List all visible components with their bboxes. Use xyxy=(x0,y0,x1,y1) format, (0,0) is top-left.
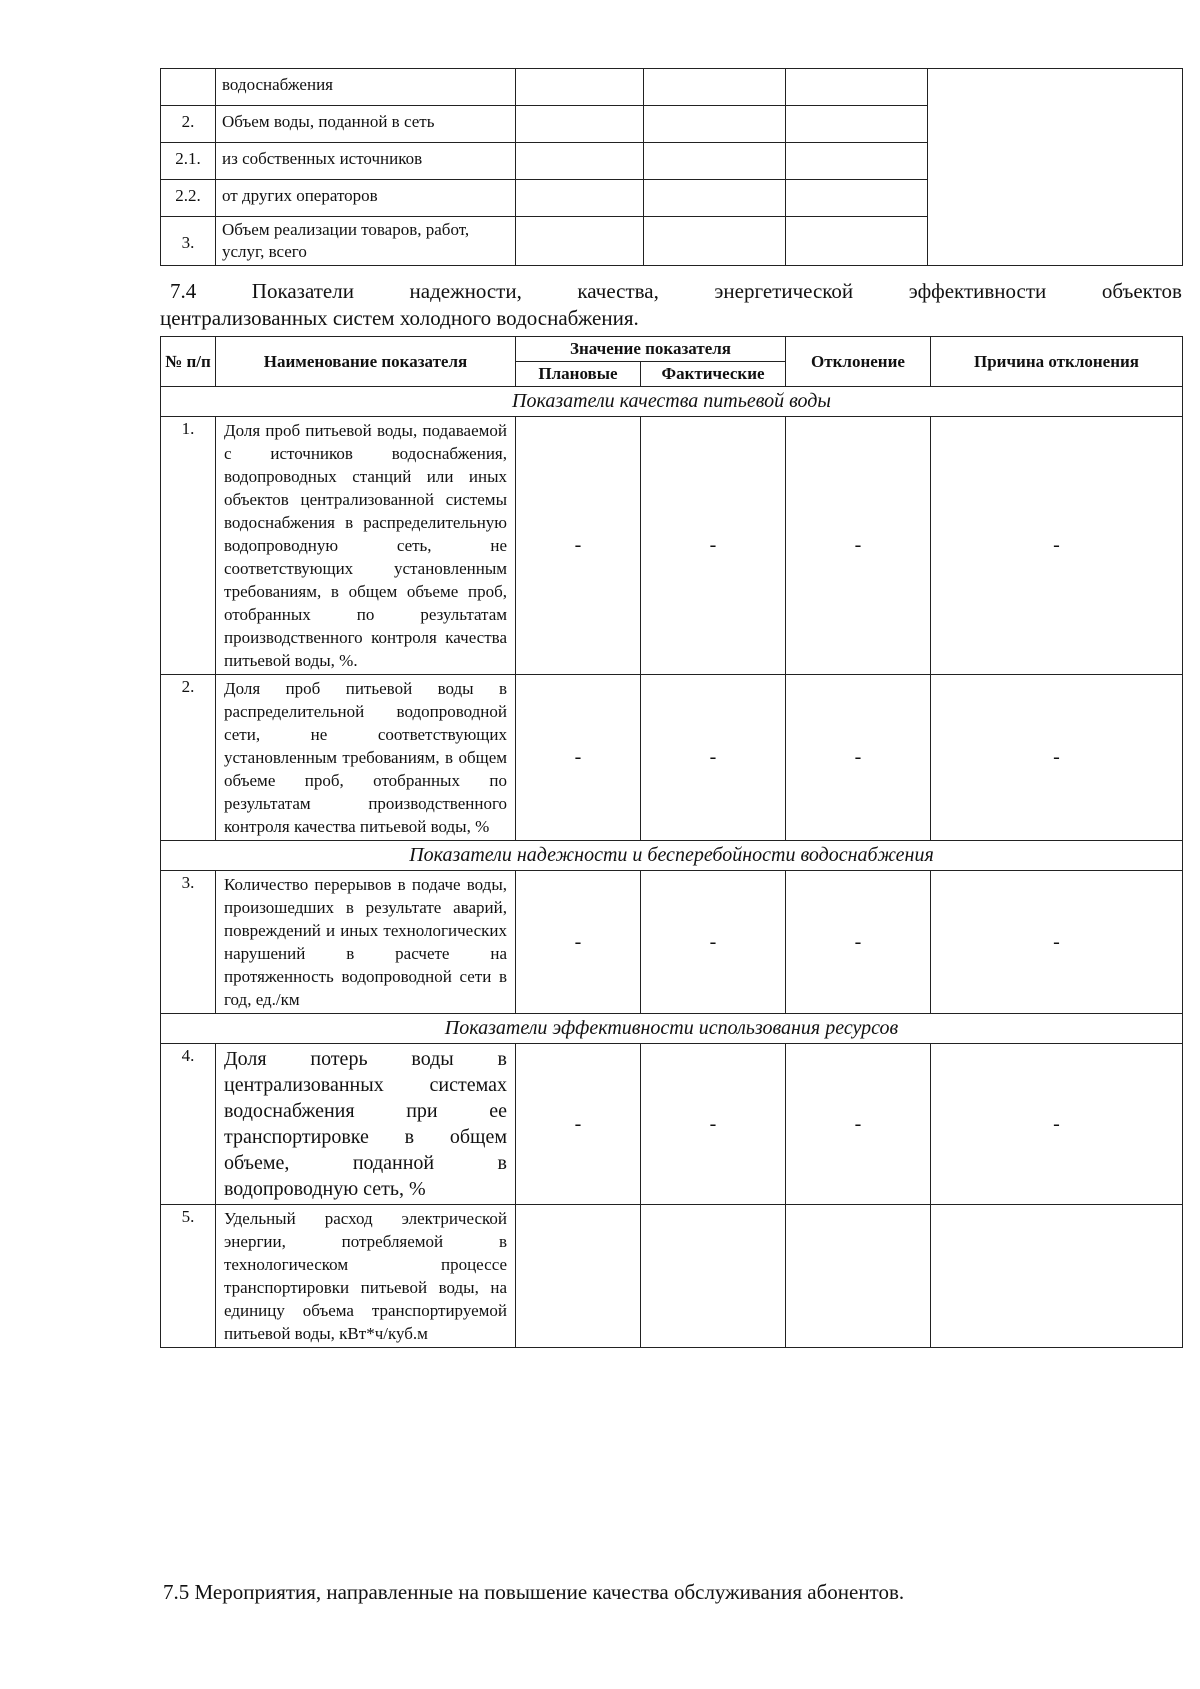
heading-word: Показатели xyxy=(251,279,354,303)
actual-value: - xyxy=(641,675,786,841)
row-name: Доля проб питьевой воды, подаваемой с источников водоснабжения, водопроводных станций или иных объектов централизованной системы водоснабжения в распределительную водопроводную сеть, не соответствующих установленным требованиям, в общем объеме проб, отобранных по результатам производственного контроля качества питьевой воды, %. xyxy=(216,417,516,675)
cell xyxy=(516,217,644,266)
row-name: водоснабжения xyxy=(216,69,516,106)
row-name: из собственных источников xyxy=(216,143,516,180)
actual-value: - xyxy=(641,417,786,675)
planned-value: - xyxy=(516,871,641,1014)
cell xyxy=(516,106,644,143)
top-table xyxy=(160,68,1183,266)
header-num: № п/п xyxy=(161,337,216,387)
section-title: Показатели качества питьевой воды xyxy=(161,387,1183,417)
cell xyxy=(786,106,928,143)
cell xyxy=(516,143,644,180)
merged-cell xyxy=(928,69,1183,266)
cell xyxy=(516,69,644,106)
row-name: Удельный расход электрической энергии, потребляемой в технологическом процессе транспортировки питьевой воды, на единицу объема транспортируемой питьевой воды, кВт*ч/куб.м xyxy=(216,1205,516,1348)
table-row xyxy=(161,1205,1183,1348)
cell xyxy=(786,143,928,180)
heading-word: эффективности xyxy=(908,279,1047,303)
row-number: 4. xyxy=(161,1044,216,1205)
reason-value xyxy=(931,1205,1183,1348)
deviation-value: - xyxy=(786,417,931,675)
reason-value: - xyxy=(931,1044,1183,1205)
actual-value xyxy=(641,1205,786,1348)
header-actual: Фактические xyxy=(641,362,786,387)
header-planned: Плановые xyxy=(516,362,641,387)
deviation-value: - xyxy=(786,1044,931,1205)
section-heading xyxy=(160,278,1182,332)
section-row xyxy=(161,387,1183,417)
cell xyxy=(644,106,786,143)
planned-value: - xyxy=(516,1044,641,1205)
planned-value: - xyxy=(516,417,641,675)
section-row xyxy=(161,1014,1183,1044)
heading-word: качества, xyxy=(577,279,659,303)
cell xyxy=(644,69,786,106)
cell xyxy=(786,217,928,266)
reason-value: - xyxy=(931,675,1183,841)
row-number: 2.2. xyxy=(161,180,216,217)
reason-value: - xyxy=(931,417,1183,675)
row-number: 3. xyxy=(161,217,216,266)
planned-value xyxy=(516,1205,641,1348)
header-reason: Причина отклонения xyxy=(931,337,1183,387)
row-number xyxy=(161,69,216,106)
row-number: 5. xyxy=(161,1205,216,1348)
actual-value: - xyxy=(641,871,786,1014)
header-row xyxy=(161,337,1183,362)
deviation-value: - xyxy=(786,871,931,1014)
row-name: Доля проб питьевой воды в распределительной водопроводной сети, не соответствующих установленным требованиям, в общем объеме проб, отобранных по результатам производственного контроля качества питьевой воды, % xyxy=(216,675,516,841)
row-name: Объем реализации товаров, работ, услуг, всего xyxy=(216,217,516,266)
table-row xyxy=(161,871,1183,1014)
row-number: 1. xyxy=(161,417,216,675)
row-number: 3. xyxy=(161,871,216,1014)
header-value: Значение показателя xyxy=(516,337,786,362)
table-row xyxy=(161,417,1183,675)
heading-word: надежности, xyxy=(409,279,522,303)
actual-value: - xyxy=(641,1044,786,1205)
planned-value: - xyxy=(516,675,641,841)
row-name: Доля потерь воды в централизованных системах водоснабжения при ее транспортировке в общем объеме, поданной в водопроводную сеть, % xyxy=(216,1044,516,1205)
header-deviation: Отклонение xyxy=(786,337,931,387)
deviation-value xyxy=(786,1205,931,1348)
table-row xyxy=(161,69,1183,106)
heading-word: энергетической xyxy=(714,279,854,303)
cell xyxy=(644,217,786,266)
row-number: 2. xyxy=(161,106,216,143)
cell xyxy=(786,180,928,217)
header-name: Наименование показателя xyxy=(216,337,516,387)
section-75-heading: 7.5 Мероприятия, направленные на повышение качества обслуживания абонентов. xyxy=(163,1580,905,1604)
row-number: 2. xyxy=(161,675,216,841)
indicators-table xyxy=(160,336,1183,1348)
section-row xyxy=(161,841,1183,871)
reason-value: - xyxy=(931,871,1183,1014)
row-name: Количество перерывов в подаче воды, произошедших в результате аварий, повреждений и иных технологических нарушений в расчете на протяженность водопроводной сети в год, ед./км xyxy=(216,871,516,1014)
table-row xyxy=(161,675,1183,841)
cell xyxy=(644,143,786,180)
heading-word: объектов xyxy=(1101,279,1182,303)
row-name: Объем воды, поданной в сеть xyxy=(216,106,516,143)
row-name: от других операторов xyxy=(216,180,516,217)
table-row xyxy=(161,1044,1183,1205)
section-number: 7.4 xyxy=(170,279,197,303)
heading-line-2: централизованных систем холодного водоснабжения. xyxy=(160,306,639,330)
section-title: Показатели эффективности использования ресурсов xyxy=(161,1014,1183,1044)
section-title: Показатели надежности и бесперебойности водоснабжения xyxy=(161,841,1183,871)
cell xyxy=(786,69,928,106)
deviation-value: - xyxy=(786,675,931,841)
cell xyxy=(644,180,786,217)
cell xyxy=(516,180,644,217)
row-number: 2.1. xyxy=(161,143,216,180)
